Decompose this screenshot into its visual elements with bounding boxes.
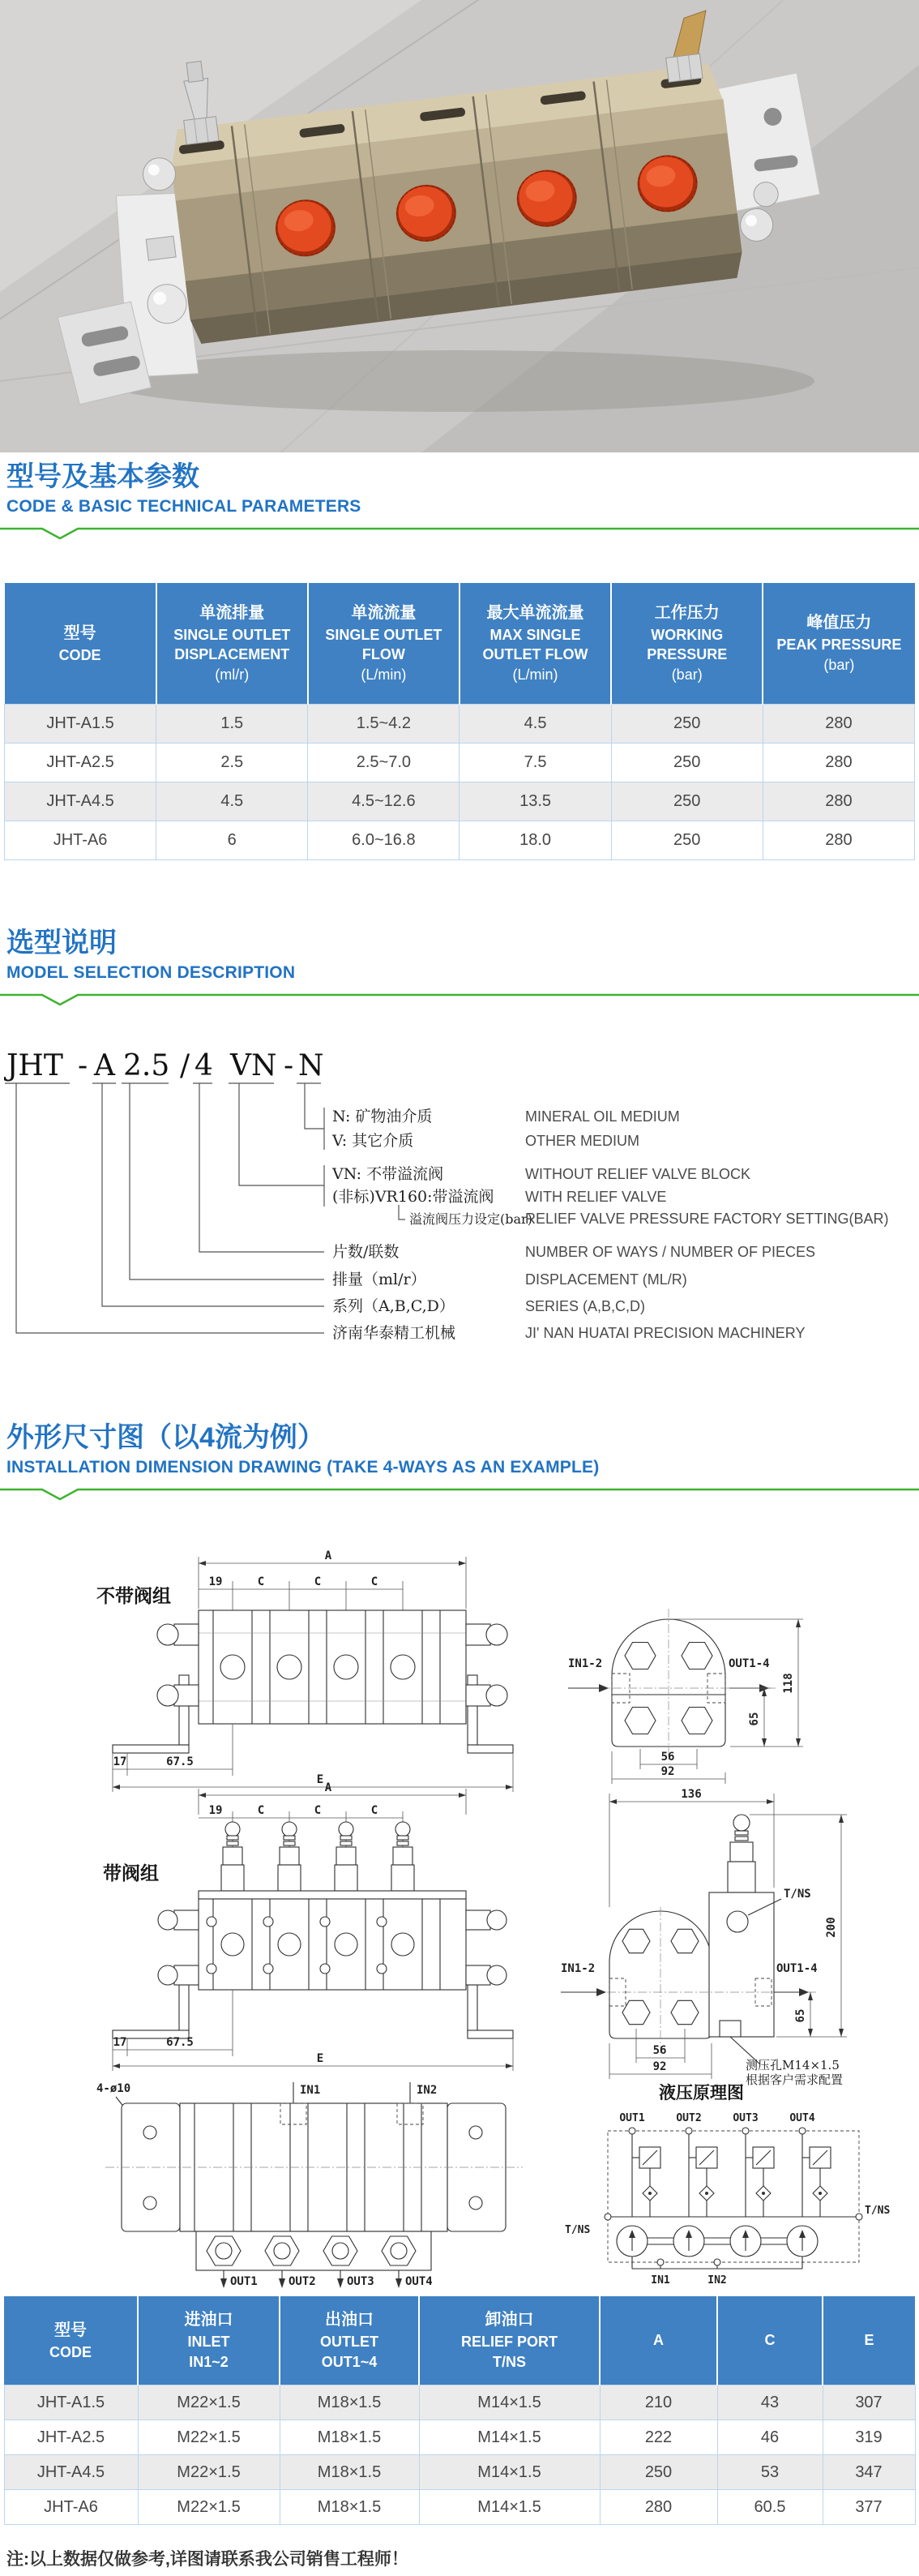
header-en: PEAK PRESSURE	[776, 636, 902, 653]
dim-C: C	[370, 1575, 378, 1588]
header-en: MAX SINGLE OUTLET FLOW	[482, 626, 588, 663]
table-row	[4, 2420, 915, 2455]
header-en: C	[764, 2332, 776, 2349]
legend-zh: 济南华泰精工机械	[332, 1324, 456, 1343]
dim-56: 56	[652, 2043, 667, 2057]
section-title-en: MODEL SELECTION DESCRIPTION	[6, 963, 296, 983]
dim-C: C	[314, 1803, 322, 1817]
table-row	[5, 821, 915, 860]
header-code	[5, 583, 156, 705]
dim-19: 19	[208, 1803, 223, 1817]
legend-zh: 排量（ml/r）	[332, 1271, 426, 1289]
header-en: A	[653, 2332, 664, 2349]
header-en: OUTLET	[320, 2333, 378, 2350]
dim-92: 92	[660, 1764, 675, 1778]
cell: 13.5	[460, 782, 611, 821]
cell: 6.0~16.8	[308, 821, 460, 860]
legend-en: RELIEF VALVE PRESSURE FACTORY SETTING(BAR)	[525, 1211, 889, 1228]
header-zh: 工作压力	[654, 603, 720, 622]
bolt-hole	[143, 2126, 156, 2139]
connector-brand	[16, 1083, 324, 1333]
cell: 1.5~4.2	[308, 705, 460, 744]
section-title-en: CODE & BASIC TECHNICAL PARAMETERS	[6, 496, 361, 516]
cell: M18×1.5	[280, 2455, 419, 2490]
dim-67-5: 67.5	[166, 2035, 194, 2049]
cell: M22×1.5	[138, 2490, 280, 2525]
bolt-hole	[469, 2197, 482, 2210]
drawing-front-with-valve	[77, 1782, 515, 2074]
cell: 280	[763, 705, 914, 744]
legend-en: SERIES (A,B,C,D)	[525, 1298, 646, 1315]
dim-17: 17	[113, 1755, 127, 1768]
cell: JHT-A1.5	[5, 705, 156, 744]
section-header-dimensions	[0, 1413, 919, 1502]
footer-note: 注:以上数据仅做参考,详图请联系我公司销售工程师！	[6, 2550, 408, 2570]
label-in1: IN1	[300, 2083, 321, 2097]
section-header-model-selection	[0, 919, 919, 1007]
label-out1: OUT1	[619, 2111, 645, 2124]
label-inlet: IN1-2	[561, 1961, 596, 1975]
table-row	[5, 782, 915, 821]
code-token-slash: /	[180, 1049, 190, 1083]
dim-65: 65	[748, 1712, 761, 1726]
cell: 307	[823, 2385, 915, 2420]
hydraulic-schematic	[563, 2079, 904, 2288]
cell: M14×1.5	[419, 2490, 600, 2525]
code-token-ways: 4	[194, 1049, 213, 1083]
table-row	[5, 744, 915, 782]
header-displacement	[156, 583, 308, 705]
cell: M14×1.5	[419, 2455, 600, 2490]
header-unit: (ml/r)	[215, 667, 250, 684]
port-circle	[391, 1655, 415, 1679]
dim-19: 19	[208, 1575, 223, 1588]
label-outlet: OUT1-4	[729, 1657, 770, 1670]
dim-65: 65	[794, 2008, 807, 2023]
drawing-front-no-valve	[77, 1545, 515, 1797]
legend-zh: (非标)VR160:带溢流阀	[332, 1188, 494, 1207]
installation-drawings	[0, 1542, 919, 2296]
cell: 250	[611, 744, 763, 782]
cell: M22×1.5	[138, 2455, 280, 2490]
header-en: E	[864, 2332, 874, 2349]
basic-parameters-table	[4, 583, 915, 861]
cell: 4.5	[156, 782, 308, 821]
cell: 53	[717, 2455, 823, 2490]
legend-en: JI' NAN HUATAI PRECISION MACHINERY	[525, 1325, 806, 1342]
gauge-note-2: 根据客户需求配置	[746, 2072, 844, 2087]
header-zh: 型号	[54, 2321, 87, 2340]
label-out4: OUT4	[405, 2274, 433, 2288]
cell: 46	[717, 2420, 823, 2455]
label-inlet: IN1-2	[568, 1657, 603, 1670]
schematic-title: 液压原理图	[659, 2081, 744, 2102]
dim-56: 56	[660, 1750, 675, 1764]
header-zh: 单流流量	[351, 603, 417, 622]
dim-17: 17	[113, 2035, 127, 2049]
dim-C: C	[370, 1803, 378, 1817]
cell: 1.5	[156, 705, 308, 744]
code-token-dash: -	[78, 1049, 88, 1083]
connector-displacement	[130, 1083, 324, 1279]
header-en: CODE	[58, 647, 101, 664]
header-sub: IN1~2	[189, 2354, 229, 2371]
cell: M18×1.5	[280, 2420, 419, 2455]
legend-en: NUMBER OF WAYS / NUMBER OF PIECES	[525, 1244, 816, 1261]
bolt-hole	[469, 2126, 482, 2139]
cell: 250	[611, 782, 763, 821]
green-divider	[0, 526, 919, 541]
header-en: RELIEF PORT	[460, 2333, 558, 2350]
cell: 280	[763, 744, 914, 782]
header-zh: 型号	[63, 624, 96, 643]
drawing-top-view	[45, 2071, 547, 2291]
table-row	[4, 2385, 915, 2420]
label-tns: T/NS	[784, 1887, 811, 1901]
dim-C: C	[314, 1575, 322, 1588]
cell: 4.5~12.6	[308, 782, 460, 821]
header-max-flow	[460, 583, 611, 705]
header-zh: 最大单流流量	[486, 603, 584, 622]
cell: 43	[717, 2385, 823, 2420]
header-unit: (L/min)	[361, 667, 407, 684]
port-circle	[391, 1933, 414, 1956]
header-zh: 峰值压力	[806, 613, 872, 632]
label-out3: OUT3	[733, 2111, 759, 2124]
header-sub: OUT1~4	[321, 2354, 378, 2371]
header-unit: (L/min)	[512, 667, 558, 684]
cell: 4.5	[460, 705, 611, 744]
gear-motor-symbols	[617, 2226, 818, 2257]
green-divider	[0, 1487, 919, 1502]
legend-zh: V: 其它介质	[332, 1132, 414, 1151]
drawing-end-with-valve	[559, 1785, 875, 2092]
cell: 250	[611, 821, 763, 860]
code-token-valve: VN	[230, 1049, 277, 1083]
bolt-hole	[143, 2197, 156, 2210]
cell: JHT-A2.5	[5, 744, 156, 782]
header-flow	[308, 583, 460, 705]
drawing-label: 不带阀组	[96, 1584, 171, 1607]
code-token-displacement: 2.5	[123, 1049, 170, 1083]
header-en: SINGLE OUTLET DISPLACEMENT	[173, 626, 291, 663]
header-sub: T/NS	[492, 2354, 526, 2371]
table-row	[4, 2455, 915, 2490]
table-header-row	[4, 2296, 915, 2385]
cell: M22×1.5	[138, 2385, 280, 2420]
cell: 6	[156, 821, 308, 860]
section-title-zh: 选型说明	[6, 928, 117, 959]
dim-E: E	[316, 1772, 324, 1786]
port-circle	[334, 1655, 358, 1679]
header-dim-c	[717, 2296, 823, 2385]
gauge-note-1: 测压孔M14×1.5	[746, 2057, 840, 2072]
legend-en: DISPLACEMENT (ML/R)	[525, 1271, 687, 1288]
port-circle	[277, 1655, 301, 1679]
header-dim-a	[600, 2296, 717, 2385]
cell: JHT-A2.5	[4, 2420, 138, 2455]
header-zh: 单流排量	[199, 603, 265, 622]
cell: 2.5~7.0	[308, 744, 460, 782]
header-en: SINGLE OUTLET FLOW	[325, 626, 442, 663]
cell: 280	[600, 2490, 717, 2525]
cell: M22×1.5	[138, 2420, 280, 2455]
section-title-zh: 型号及基本参数	[6, 461, 199, 492]
cell: JHT-A4.5	[5, 782, 156, 821]
cell: 250	[600, 2455, 717, 2490]
dim-A: A	[324, 1781, 332, 1794]
port-circle	[335, 1933, 357, 1956]
cell: 347	[823, 2455, 915, 2490]
cell: 60.5	[717, 2490, 823, 2525]
legend-zh: 片数/联数	[332, 1243, 400, 1262]
port-circle	[220, 1655, 245, 1679]
relief-valve-symbols	[632, 2147, 831, 2217]
dim-200: 200	[825, 1917, 838, 1938]
tns-port	[727, 1911, 748, 1932]
cell: M18×1.5	[280, 2385, 419, 2420]
header-outlet	[280, 2296, 419, 2385]
code-token-dash2: -	[284, 1049, 294, 1083]
cell: 280	[763, 782, 914, 821]
header-unit: (bar)	[671, 667, 703, 684]
code-token-series: A	[94, 1049, 115, 1083]
dim-A: A	[324, 1549, 332, 1562]
cell: JHT-A6	[5, 821, 156, 860]
cell: M18×1.5	[280, 2490, 419, 2525]
header-en: WORKING PRESSURE	[647, 626, 728, 663]
header-unit: (bar)	[823, 657, 855, 674]
header-inlet	[138, 2296, 280, 2385]
label-out3: OUT3	[347, 2274, 374, 2288]
code-token-series-prefix: JHT	[6, 1049, 63, 1083]
legend-en: WITH RELIEF VALVE	[525, 1189, 667, 1206]
table-row	[5, 705, 915, 744]
cell: 18.0	[460, 821, 611, 860]
dim-E: E	[316, 2051, 324, 2065]
dim-C: C	[257, 1803, 265, 1817]
label-out2: OUT2	[289, 2274, 316, 2288]
cell: JHT-A6	[4, 2490, 138, 2525]
legend-zh: 系列（A,B,C,D）	[332, 1297, 455, 1316]
connector-ways	[199, 1083, 324, 1252]
header-zh: 进油口	[184, 2310, 233, 2329]
label-in2: IN2	[707, 2274, 727, 2287]
cell: JHT-A4.5	[4, 2455, 138, 2490]
label-outlet: OUT1-4	[776, 1961, 818, 1975]
cell: 7.5	[460, 744, 611, 782]
cell: 280	[763, 821, 914, 860]
section-header-basic-parameters	[0, 452, 919, 541]
cell: 319	[823, 2420, 915, 2455]
legend-en: OTHER MEDIUM	[525, 1133, 639, 1150]
dim-136: 136	[681, 1787, 702, 1801]
cell: JHT-A1.5	[4, 2385, 138, 2420]
model-code-diagram	[0, 1039, 919, 1356]
header-dim-e	[823, 2296, 915, 2385]
header-en: INLET	[187, 2333, 230, 2350]
product-photo	[0, 0, 919, 452]
cell: 210	[600, 2385, 717, 2420]
relief-valves	[221, 1822, 414, 1891]
drawing-label: 带阀组	[103, 1862, 159, 1884]
port-circle	[221, 1933, 244, 1956]
section-title-en: INSTALLATION DIMENSION DRAWING (TAKE 4-WAYS AS AN EXAMPLE)	[6, 1457, 600, 1477]
dim-118: 118	[782, 1673, 795, 1694]
label-tns-right: T/NS	[865, 2204, 891, 2217]
connector-relief-setting	[399, 1205, 405, 1219]
legend-zh: 溢流阀压力设定(bar)	[409, 1211, 532, 1228]
header-zh: 出油口	[325, 2310, 374, 2329]
green-divider	[0, 992, 919, 1007]
header-working-pressure	[611, 583, 763, 705]
label-out4: OUT4	[789, 2111, 815, 2124]
label-out2: OUT2	[676, 2111, 702, 2124]
cell: M14×1.5	[419, 2420, 600, 2455]
legend-zh: VN: 不带溢流阀	[332, 1165, 444, 1184]
table-header-row	[5, 583, 915, 705]
header-en: CODE	[49, 2344, 92, 2361]
gauge-port	[720, 2021, 741, 2037]
cell: 250	[611, 705, 763, 744]
dim-92: 92	[652, 2060, 667, 2073]
header-relief-port	[419, 2296, 600, 2385]
label-in2: IN2	[417, 2083, 438, 2097]
device-shadow	[101, 350, 814, 412]
cell: 222	[600, 2420, 717, 2455]
dim-67-5: 67.5	[166, 1755, 194, 1768]
table-row	[4, 2490, 915, 2525]
label-holes: 4-ø10	[96, 2081, 131, 2095]
port-dimension-table	[4, 2296, 916, 2525]
header-code	[4, 2296, 138, 2385]
legend-en: WITHOUT RELIEF VALVE BLOCK	[525, 1166, 751, 1183]
connector-valve	[239, 1083, 324, 1185]
legend-zh: N: 矿物油介质	[332, 1108, 433, 1126]
label-out1: OUT1	[230, 2274, 258, 2288]
header-peak-pressure	[763, 583, 914, 705]
cell: 377	[823, 2490, 915, 2525]
port-circle	[278, 1933, 301, 1956]
cell: 2.5	[156, 744, 308, 782]
header-zh: 卸油口	[485, 2310, 534, 2329]
label-tns-left: T/NS	[565, 2223, 591, 2236]
code-token-medium: N	[298, 1049, 324, 1083]
section-title-zh: 外形尺寸图（以4流为例）	[6, 1422, 325, 1454]
connector-series	[102, 1083, 324, 1306]
cell: M14×1.5	[419, 2385, 600, 2420]
drawing-end-no-valve	[563, 1575, 823, 1794]
dim-C: C	[257, 1575, 265, 1588]
label-in1: IN1	[651, 2274, 670, 2287]
legend-en: MINERAL OIL MEDIUM	[525, 1108, 680, 1125]
connector-medium	[305, 1083, 324, 1129]
